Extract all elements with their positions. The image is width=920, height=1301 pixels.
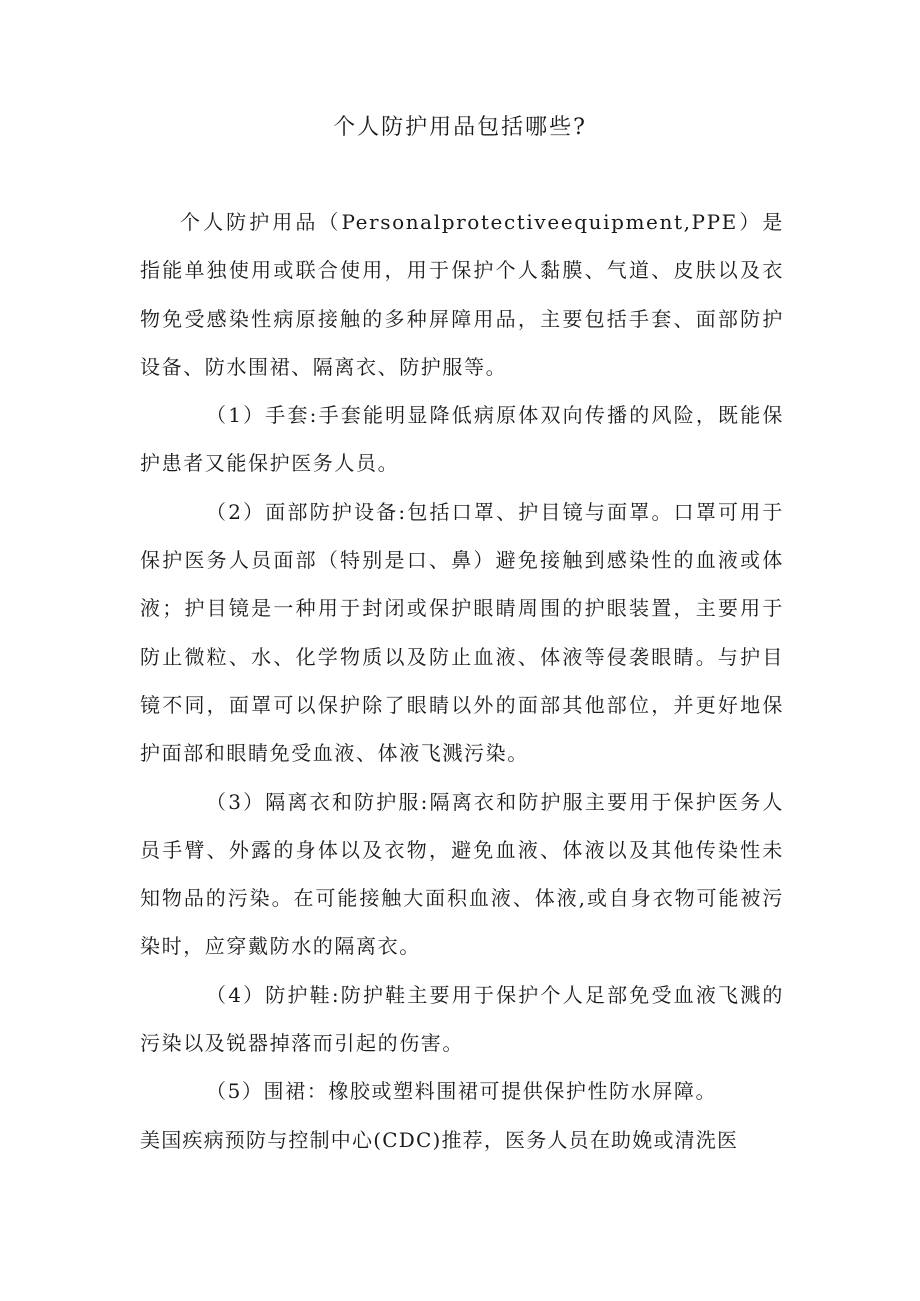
paragraph-apron: （5）围裙：橡胶或塑料围裙可提供保护性防水屏障。	[206, 1079, 718, 1104]
paragraph-face-protection: （2）面部防护设备:包括口罩、护目镜与面罩。口罩可用于保护医务人员面部（特别是口、鼻）避免接触到感染性的血液或体液；护目镜是一种用于封闭或保护眼睛周围的护眼装置，主要用于防止微粒、水、化学物质以及防止血液、体液等侵袭眼睛。与护目镜不同，面罩可以保护除了眼睛以外的面部其他部位，并更好地保护面部和眼睛免受血液、体液飞溅污染。	[140, 499, 784, 766]
document-title: 个人防护用品包括哪些?	[333, 115, 587, 140]
paragraph-cdc: 美国疾病预防与控制中心(CDC)推荐，医务人员在助娩或清洗医	[140, 1127, 739, 1152]
paragraph-intro: 个人防护用品（Personalprotectiveequipment,PPE）是指能单独使用或联合使用，用于保护个人黏膜、气道、皮肤以及衣物免受感染性病原接触的多种屏障用品，主要包括手套、面部防护设备、防水围裙、隔离衣、防护服等。	[140, 210, 784, 379]
paragraph-shoes: （4）防护鞋:防护鞋主要用于保护个人足部免受血液飞溅的污染以及锐器掉落而引起的伤害。	[140, 982, 784, 1056]
paragraph-gowns: （3）隔离衣和防护服:隔离衣和防护服主要用于保护医务人员手臂、外露的身体以及衣物，避免血液、体液以及其他传染性未知物品的污染。在可能接触大面积血液、体液,或自身衣物可能被污染时，应穿戴防水的隔离衣。	[140, 789, 784, 959]
document-body	[140, 198, 784, 1164]
paragraph-gloves: （1）手套:手套能明显降低病原体双向传播的风险，既能保护患者又能保护医务人员。	[140, 403, 784, 476]
